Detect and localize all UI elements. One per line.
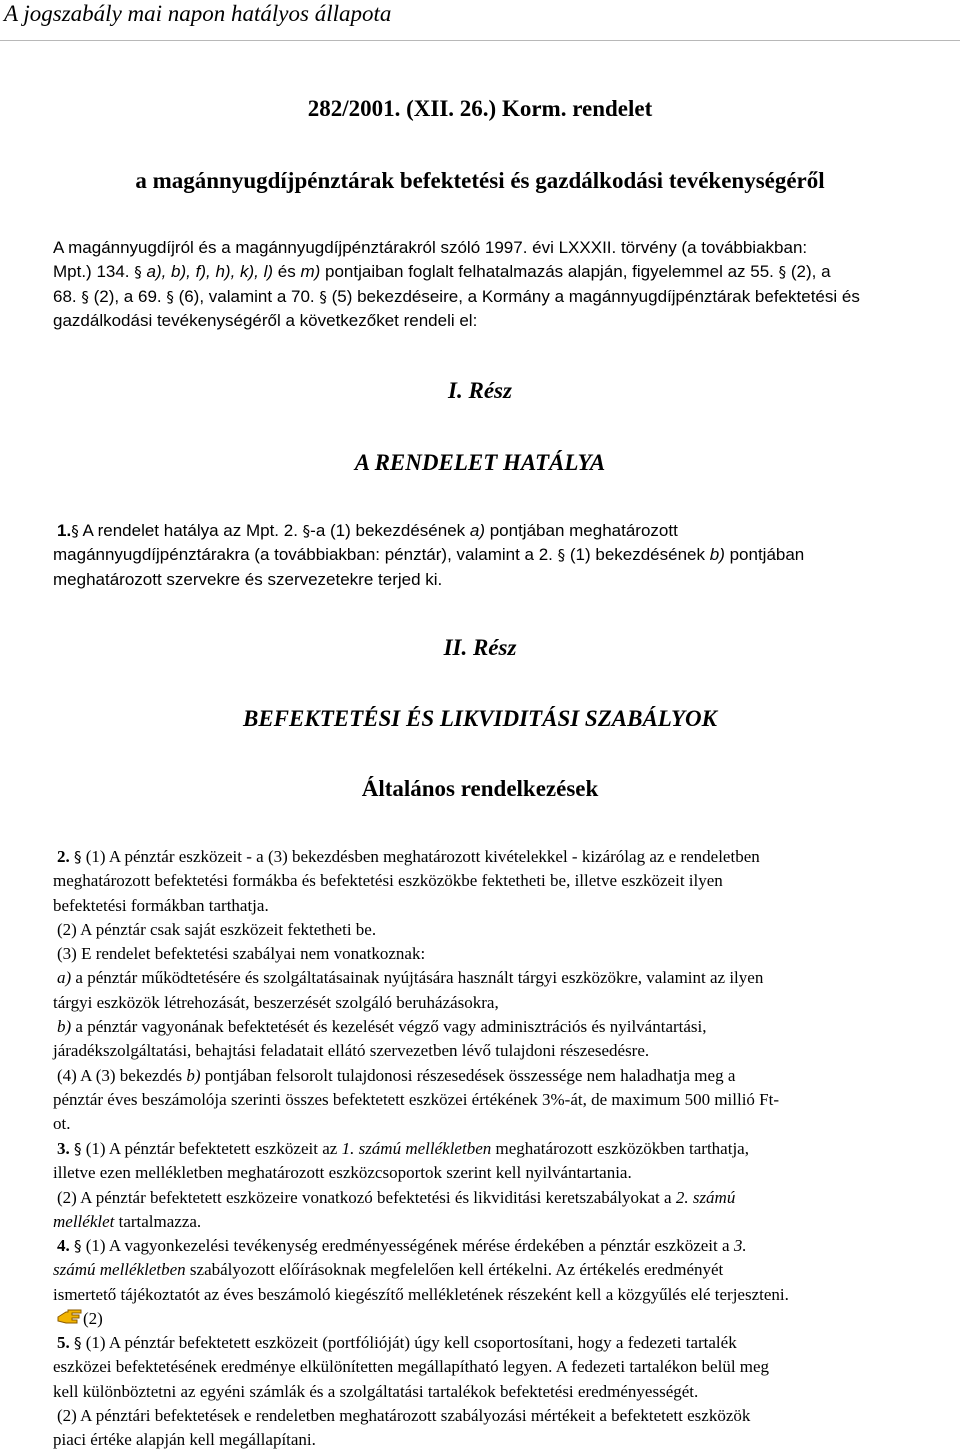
section-4-number: 4. (57, 1236, 70, 1255)
section-3: 3. § (1) A pénztár befektetett eszközeit az 1. számú mellékletben meghatározott eszközökben tarthatja, illetve ezen mellékletben meghatározott eszközcsoportok szerint kell nyilvántartania. (2) A pénztár befektetett eszközeire vonatkozó befektetési és likviditási keretszabályokat a 2. számú melléklet tartalmazza. (53, 1139, 749, 1231)
part-2-label: II. Rész (443, 635, 517, 660)
section-5-number: 5. (57, 1333, 70, 1352)
part-1-title: A RENDELET HATÁLYA (354, 450, 606, 475)
header-title: A jogszabály mai napon hatályos állapota (4, 1, 392, 26)
header-divider (0, 40, 960, 41)
section-5: 5. § (1) A pénztár befektetett eszközeit (portfólióját) úgy kell csoportosítani, hogy a fedezeti tartalék eszközei befektetésének eredménye elkülönítetten megállapítható legyen. A fedezeti tartalékon belül meg kell különböztetni az egyéni számlák és a szolgáltatási tartalékok befektetési eredményességét. (2) A pénztári befektetések e rendeletben meghatározott szabályozási mértékeit a befektetett eszközök piaci értéke alapján kell megállapítani. (53, 1333, 770, 1450)
section-4: 4. § (1) A vagyonkezelési tevékenység eredményességének mérése érdekében a pénztár eszközeit a 3. számú mellékletben szabályozott előírásoknak megfelelően kell értékelni. Az értékelés eredményét ismertető tájékoztatót az éves beszámoló kiegészítő mellékletének részeként kell a közgyűlés elé terjeszteni. (2) (53, 1236, 789, 1328)
section-1-number: 1. (57, 521, 72, 540)
part-2-subtitle: Általános rendelkezések (361, 776, 599, 801)
pointing-hand-icon[interactable] (57, 1308, 83, 1326)
section-2: 2. § (1) A pénztár eszközeit - a (3) bekezdésben meghatározott kivételekkel - kizárólag az e rendeletben meghatározott befektetési formákba és befektetési eszközökbe fektetheti be, illetve eszközeit ilyen befektetési formákban tarthatja. (2) A pénztár csak saját eszközeit fektetheti be. (3) E rendelet befektetési szabályai nem vonatkoznak: a) a pénztár működtetésére és szolgáltatásainak nyújtására használt tárgyi eszközökre, valamint az ilyen tárgyi eszközök létrehozását, beszerzését szolgáló beruházásokra, b) a pénztár vagyonának befektetését és kezelését végző vagy adminisztrációs és nyilvántartási, járadékszolgáltatási, behajtási feladatait ellátó szervezetben lévő tulajdoni részesedésre. (4) A (3) bekezdés b) pontjában felsorolt tulajdonosi részesedések összessége nem haladhatja meg a pénztár éves beszámolója szerinti összes befektetett eszközei értékének 3%-át, de maximum 500 millió Ft- ot. (53, 847, 780, 1134)
section-3-number: 3. (57, 1139, 70, 1158)
preamble: A magánnyugdíjról és a magánnyugdíjpénztárakról szóló 1997. évi LXXXII. törvény (a továbbiakban: Mpt.) 134. § a), b), f), h), k), l) és m) pontjaiban foglalt felhatalmazás alapján, figyelemmel az 55. § (2), a 68. § (2), a 69. § (6), valamint a 70. § (5) bekezdéseire, a Kormány a magánnyugdíjpénztárak befektetési és gazdálkodási tevékenységéről a következőket rendeli el: (53, 238, 860, 330)
section-1: 1.§ A rendelet hatálya az Mpt. 2. §-a (1) bekezdésének a) pontjában meghatározott magánnyugdíjpénztárakra (a továbbiakban: pénztár), valamint a 2. § (1) bekezdésének b) pontjában meghatározott szervekre és szervezetekre terjed ki. (53, 521, 805, 589)
section-2-number: 2. (57, 847, 70, 866)
part-2-title: BEFEKTETÉSI ÉS LIKVIDITÁSI SZABÁLYOK (243, 706, 717, 731)
page-header (0, 0, 960, 38)
part-1-label: I. Rész (448, 378, 512, 403)
decree-title: a magánnyugdíjpénztárak befektetési és gazdálkodási tevékenységéről (135, 168, 825, 193)
decree-number: 282/2001. (XII. 26.) Korm. rendelet (307, 96, 653, 121)
